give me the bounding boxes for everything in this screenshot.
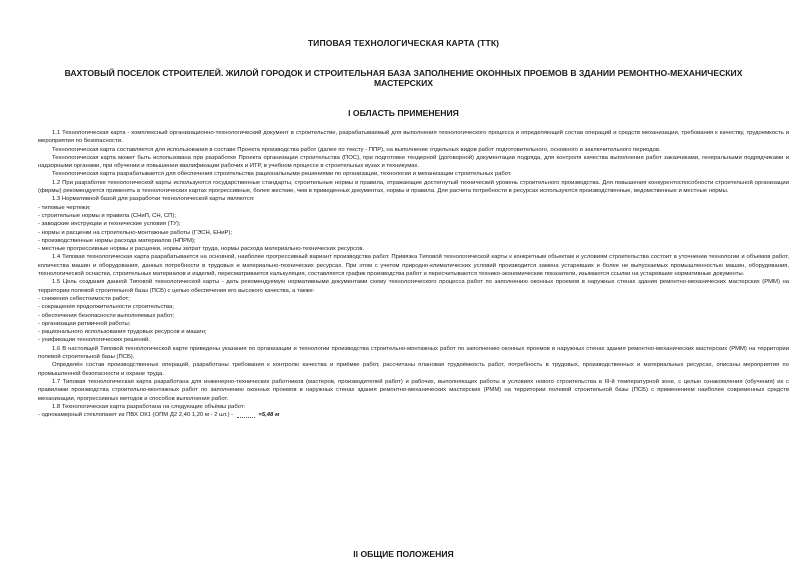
paragraph-1-6b: Определён состав производственных операций, разработаны требования к контролю качества и приёмке работ, рассчитаны плановая трудоёмкость работ, потребность в трудовых, производственных и материальных ресурсах, описаны мероприятия по промышленной безопасности и охране труда. <box>38 362 789 377</box>
paragraph-1-8: 1.8 Технологическая карта разработана на следующие объёмы работ: <box>52 403 246 410</box>
paragraph-1-3: 1.3 Нормативной базой для разработки технологической карты являются: <box>52 196 255 203</box>
paragraph-1-4: 1.4 Типовая технологическая карта разрабатывается на основной, наиболее прогрессивный вариант производства работ. Привязка Типовой технологической карты к конкретным объектам и условиям строительства состоит в уточнении технологии и объемов работ, количества машин и оборудования, данных потребности в трудовых и материально-технических ресурсах. При этом с учетом природно-климатических условий производится замена устаревших и более не выпускаемых промышленностью машин, оборудования, технологической оснастки, строительных материалов и изделий, пересматривается калькуляция, составляется график производства работ и пересчитываются технико-экономические показатели, изымаются ссылки на устаревшие нормативные документы. <box>38 254 789 278</box>
paragraph-1-1: 1.1 Технологическая карта - комплексный организационно-технологический документ в строительстве, разрабатываемый для выполнения технологического процесса и определяющий состав операций и средств механизации, требования к качеству, трудоемкость и мероприятия по безопасности. <box>38 130 789 145</box>
list-item: - местные прогрессивные нормы и расценки, нормы затрат труда, нормы расхода материально-технических ресурсов. <box>38 246 365 253</box>
list-item: - рационального использования трудовых ресурсов и машин; <box>38 329 207 336</box>
list-item: - обеспечения безопасности выполняемых работ; <box>38 312 175 319</box>
volume-item-text: - однокамерный стеклопакет из ПВХ ОК1 (ОПМ Д2 2,40 1,20 м - 2 шт.) - <box>38 412 234 419</box>
list-item: - унификации технологических решений. <box>38 337 150 344</box>
volume-item-value: =5,48 м <box>258 412 280 419</box>
paragraph-1-6: 1.6 В настоящей Типовой технологической карте приведены указания по организации и технологии производства строительно-монтажных работ по заполнению оконных проемов в наружных стенах здания ремонтно-механических мастерских (РММ) на территории полевой строительной базы (ПСБ). <box>38 345 789 361</box>
section-heading-scope: I ОБЛАСТЬ ПРИМЕНЕНИЯ <box>348 108 459 118</box>
volume-item <box>38 411 789 419</box>
list-item: - типовые чертежи; <box>38 204 91 211</box>
paragraph-1-1c: Технологическая карта может быть использована при разработке Проекта организации строительства (ПОС), при подготовке тендерной (договорной) документации подряда, для контроля качества выполнения работ заказчиками, генеральными подрядчиками и надзорными органами, при обучении и повышении квалификации рабочих и ИТР, в учебном процессе в строительных вузах и техникумах. <box>38 154 789 170</box>
list-item: - производственные нормы расхода материалов (НПРМ); <box>38 237 196 244</box>
list-item: - снижения себестоимости работ; <box>38 295 130 302</box>
list-item: - заводские инструкции и технические условия (ТУ); <box>38 221 181 228</box>
paragraph-1-2: 1.2 При разработке технологической карты используются государственные стандарты, строительные нормы и правила, отражающие достигнутый технический уровень строительного производства. Для повышения конкурентоспособности строительной организации (фирмы) рекомендуется применять в технологических картах прогрессивные, более жесткие, чем в приведенных документах, нормы и правила. Для расчета потребности в ресурсах используются производственные, ведомственные и местные нормы. <box>38 179 789 195</box>
paragraph-1-7: 1.7 Типовая технологическая карта разработана для инженерно-технических работников (мастеров, производителей работ) и рабочих, выполняющих работы в условиях нового строительства в III-й температурной зоне, с целью ознакомления (обучения) их с правилами производства строительно-монтажных работ по заполнению оконных проемов в наружных стенах здания ремонтно-механических мастерских (РММ) на территории полевой строительной базы (ПСБ) с применением наиболее современных средств механизации, прогрессивных методов и способов выполнения работ. <box>38 378 789 402</box>
list-item: - сокращения продолжительности строительства; <box>38 304 174 311</box>
formula-image <box>237 411 255 418</box>
paragraph-1-1d: Технологическая карта разрабатывается для обеспечения строительства рациональными решениями по организации, технологии и механизации строительных работ. <box>52 171 512 178</box>
document-body <box>38 129 789 419</box>
paragraph-1-5: 1.5 Цель создания данной Типовой технологической карты - дать рекомендуемую нормативными документами схему технологического процесса работ по заполнению оконных проемов в наружных стенах здания ремонтно-механических мастерских (РММ) на территории полевой строительной базы (ПСБ) с целью обеспечения его высокого качества, а также: <box>38 279 789 294</box>
document-title: ТИПОВАЯ ТЕХНОЛОГИЧЕСКАЯ КАРТА (ТТК) <box>307 38 500 48</box>
list-item: - строительные нормы и правила (СНиП, СН, СП); <box>38 212 177 219</box>
document-subtitle: ВАХТОВЫЙ ПОСЕЛОК СТРОИТЕЛЕЙ. ЖИЛОЙ ГОРОДОК И СТРОИТЕЛЬНАЯ БАЗА ЗАПОЛНЕНИЕ ОКОННЫХ ПРОЕМОВ В ЗДАНИИ РЕМОНТНО-МЕХАНИЧЕСКИХ МАСТЕРСКИХ <box>64 68 743 88</box>
section-heading-general: II ОБЩИЕ ПОЛОЖЕНИЯ <box>353 549 454 559</box>
list-item: - организации ритмичной работы; <box>38 320 131 327</box>
list-item: - нормы и расценки на строительно-монтажные работы (ГЭСН, ЕНиР); <box>38 229 233 236</box>
paragraph-1-1b: Технологическая карта составляется для использования в составе Проекта производства работ (далее по тексту - ППР), на выполнение отдельных видов работ подготовительного, основного и заключительного периодов. <box>52 146 661 153</box>
